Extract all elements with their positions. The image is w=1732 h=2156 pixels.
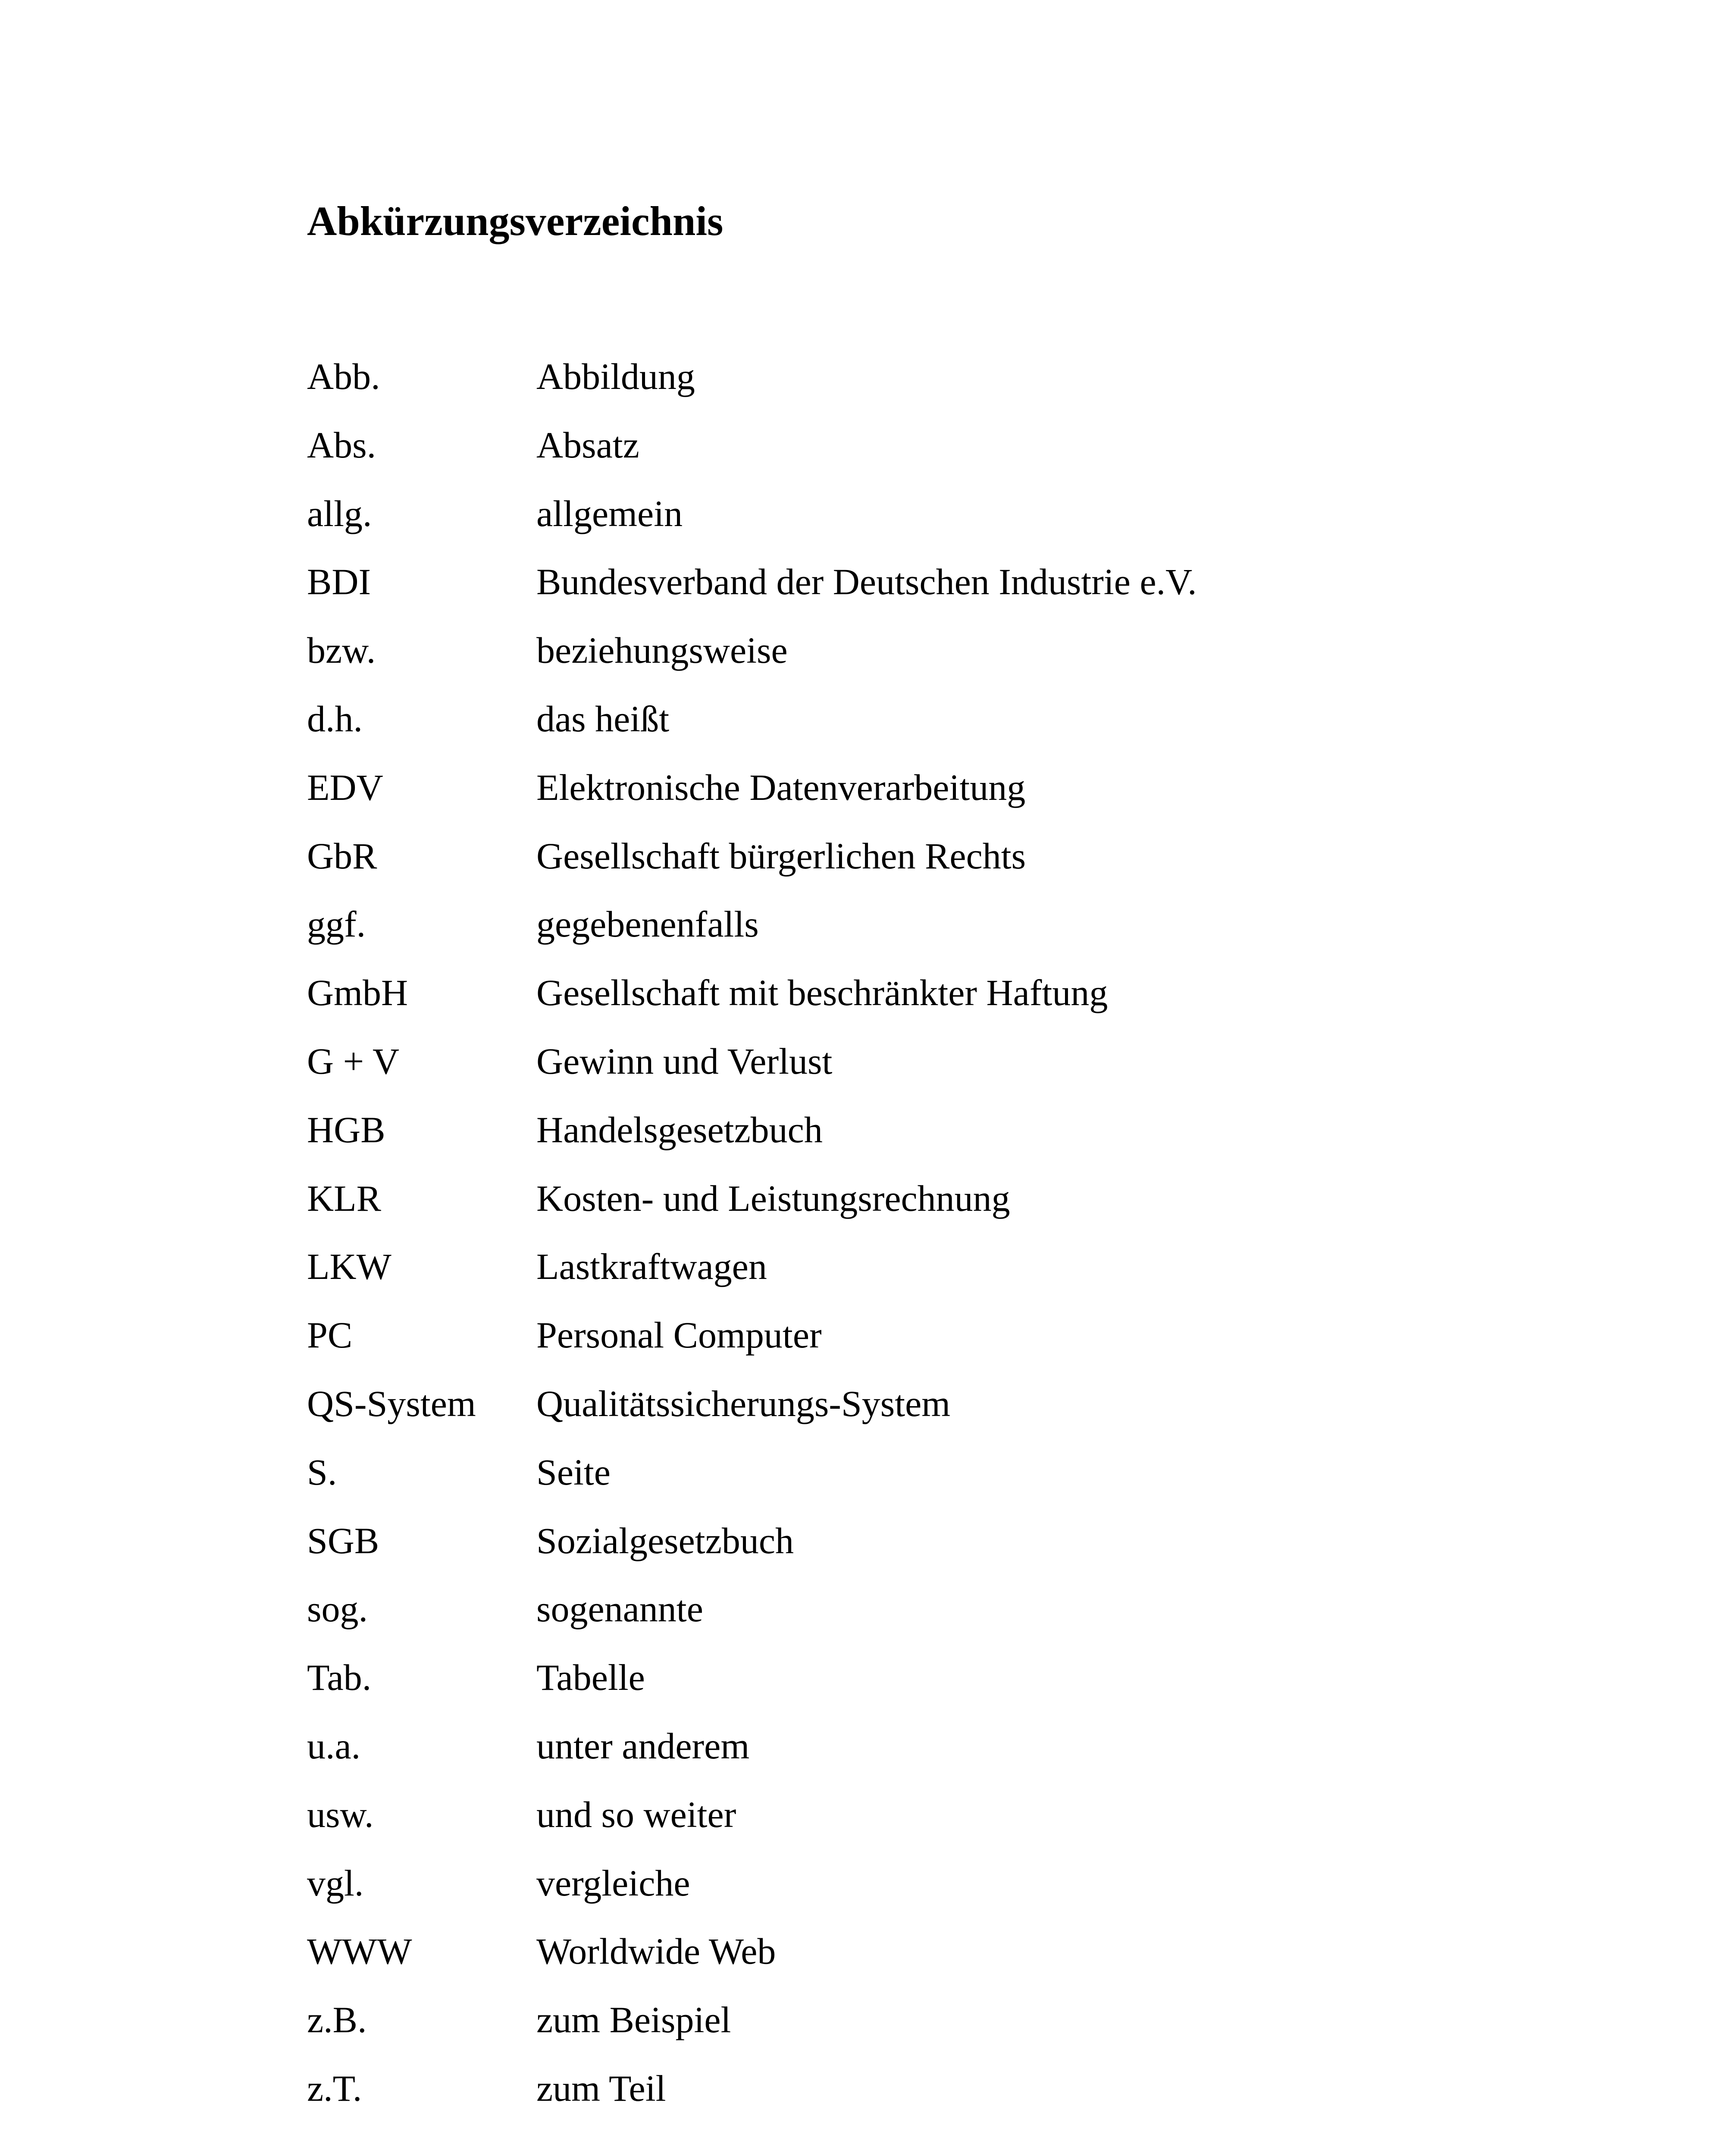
abbreviation: bzw. bbox=[307, 630, 376, 671]
abbreviation: allg. bbox=[307, 492, 372, 534]
list-item bbox=[307, 2001, 1600, 2070]
abbreviation-meaning: unter anderem bbox=[536, 1725, 750, 1767]
abbreviation-meaning: vergleiche bbox=[536, 1862, 690, 1904]
list-item bbox=[307, 1248, 1600, 1316]
list-item bbox=[307, 700, 1600, 769]
list-item bbox=[307, 1451, 1600, 1522]
abbreviation: usw. bbox=[307, 1793, 374, 1835]
abbreviation: LKW bbox=[307, 1246, 392, 1288]
abbreviation: HGB bbox=[307, 1109, 385, 1150]
abbreviation-meaning: Kosten- und Leistungsrechnung bbox=[536, 1177, 1010, 1219]
list-item bbox=[307, 492, 1600, 564]
abbreviation-meaning: zum Teil bbox=[536, 2067, 666, 2109]
list-item bbox=[307, 1382, 1600, 1454]
abbreviation: z.T. bbox=[307, 2067, 362, 2109]
abbreviation: u.a. bbox=[307, 1725, 361, 1767]
abbreviation: Abs. bbox=[307, 424, 376, 466]
abbreviation-meaning: Absatz bbox=[536, 424, 639, 466]
abbreviation: d.h. bbox=[307, 698, 363, 740]
list-item bbox=[307, 2067, 1600, 2138]
abbreviation-meaning: Bundesverband der Deutschen Industrie e.V. bbox=[536, 561, 1197, 603]
abbreviation-meaning: und so weiter bbox=[536, 1793, 736, 1835]
abbreviation-meaning: Gesellschaft bürgerlichen Rechts bbox=[536, 835, 1026, 877]
list-item bbox=[307, 1590, 1600, 1659]
abbreviation: PC bbox=[307, 1314, 353, 1356]
abbreviation: SGB bbox=[307, 1520, 379, 1561]
abbreviation: KLR bbox=[307, 1177, 381, 1219]
abbreviation-meaning: Lastkraftwagen bbox=[536, 1246, 767, 1288]
list-item bbox=[307, 766, 1600, 837]
abbreviation-meaning: Worldwide Web bbox=[536, 1930, 776, 1972]
list-item bbox=[307, 837, 1600, 906]
abbreviation-meaning: Personal Computer bbox=[536, 1314, 822, 1356]
abbreviation: EDV bbox=[307, 766, 383, 808]
list-item bbox=[307, 1522, 1600, 1591]
abbreviation-meaning: Elektronische Datenverarbeitung bbox=[536, 766, 1026, 808]
abbreviation-meaning: gegebenenfalls bbox=[536, 903, 759, 945]
abbreviation-meaning: Gewinn und Verlust bbox=[536, 1040, 833, 1082]
abbreviation-meaning: Handelsgesetzbuch bbox=[536, 1109, 823, 1150]
abbreviation-meaning: Qualitätssicherungs-System bbox=[536, 1382, 951, 1424]
abbreviation-meaning: Sozialgesetzbuch bbox=[536, 1520, 794, 1561]
list-item bbox=[307, 1727, 1600, 1796]
abbreviation: sog. bbox=[307, 1588, 368, 1630]
abbreviation-meaning: Abbildung bbox=[536, 356, 695, 397]
list-item bbox=[307, 903, 1600, 974]
abbreviation: vgl. bbox=[307, 1862, 364, 1904]
abbreviation: ggf. bbox=[307, 903, 366, 945]
abbreviation: Tab. bbox=[307, 1657, 372, 1698]
abbreviation: QS-System bbox=[307, 1382, 476, 1424]
abbreviation-meaning: allgemein bbox=[536, 492, 683, 534]
abbreviation: WWW bbox=[307, 1930, 412, 1972]
list-item bbox=[307, 1862, 1600, 1933]
abbreviation: Abb. bbox=[307, 356, 380, 397]
abbreviation: G + V bbox=[307, 1040, 400, 1082]
abbreviation-list bbox=[307, 358, 1600, 2138]
list-item bbox=[307, 1793, 1600, 1865]
list-item bbox=[307, 1040, 1600, 1111]
list-item bbox=[307, 974, 1600, 1043]
list-item bbox=[307, 1177, 1600, 1248]
abbreviation: BDI bbox=[307, 561, 371, 603]
abbreviation-meaning: Seite bbox=[536, 1451, 611, 1493]
list-item bbox=[307, 632, 1600, 700]
list-item bbox=[307, 358, 1600, 426]
list-item bbox=[307, 1111, 1600, 1180]
abbreviation-meaning: Tabelle bbox=[536, 1657, 645, 1698]
page-title: Abkürzungsverzeichnis bbox=[307, 198, 723, 244]
abbreviation: GbR bbox=[307, 835, 377, 877]
abbreviation-meaning: das heißt bbox=[536, 698, 670, 740]
list-item bbox=[307, 1659, 1600, 1727]
abbreviation: S. bbox=[307, 1451, 337, 1493]
abbreviation-meaning: beziehungsweise bbox=[536, 630, 788, 671]
list-item bbox=[307, 563, 1600, 632]
abbreviation-meaning: Gesellschaft mit beschränkter Haftung bbox=[536, 972, 1108, 1014]
list-item bbox=[307, 426, 1600, 495]
abbreviation-meaning: zum Beispiel bbox=[536, 1999, 731, 2041]
abbreviation: GmbH bbox=[307, 972, 408, 1014]
list-item bbox=[307, 1316, 1600, 1385]
abbreviation-meaning: sogenannte bbox=[536, 1588, 703, 1630]
list-item bbox=[307, 1930, 1600, 2001]
abbreviation: z.B. bbox=[307, 1999, 367, 2041]
